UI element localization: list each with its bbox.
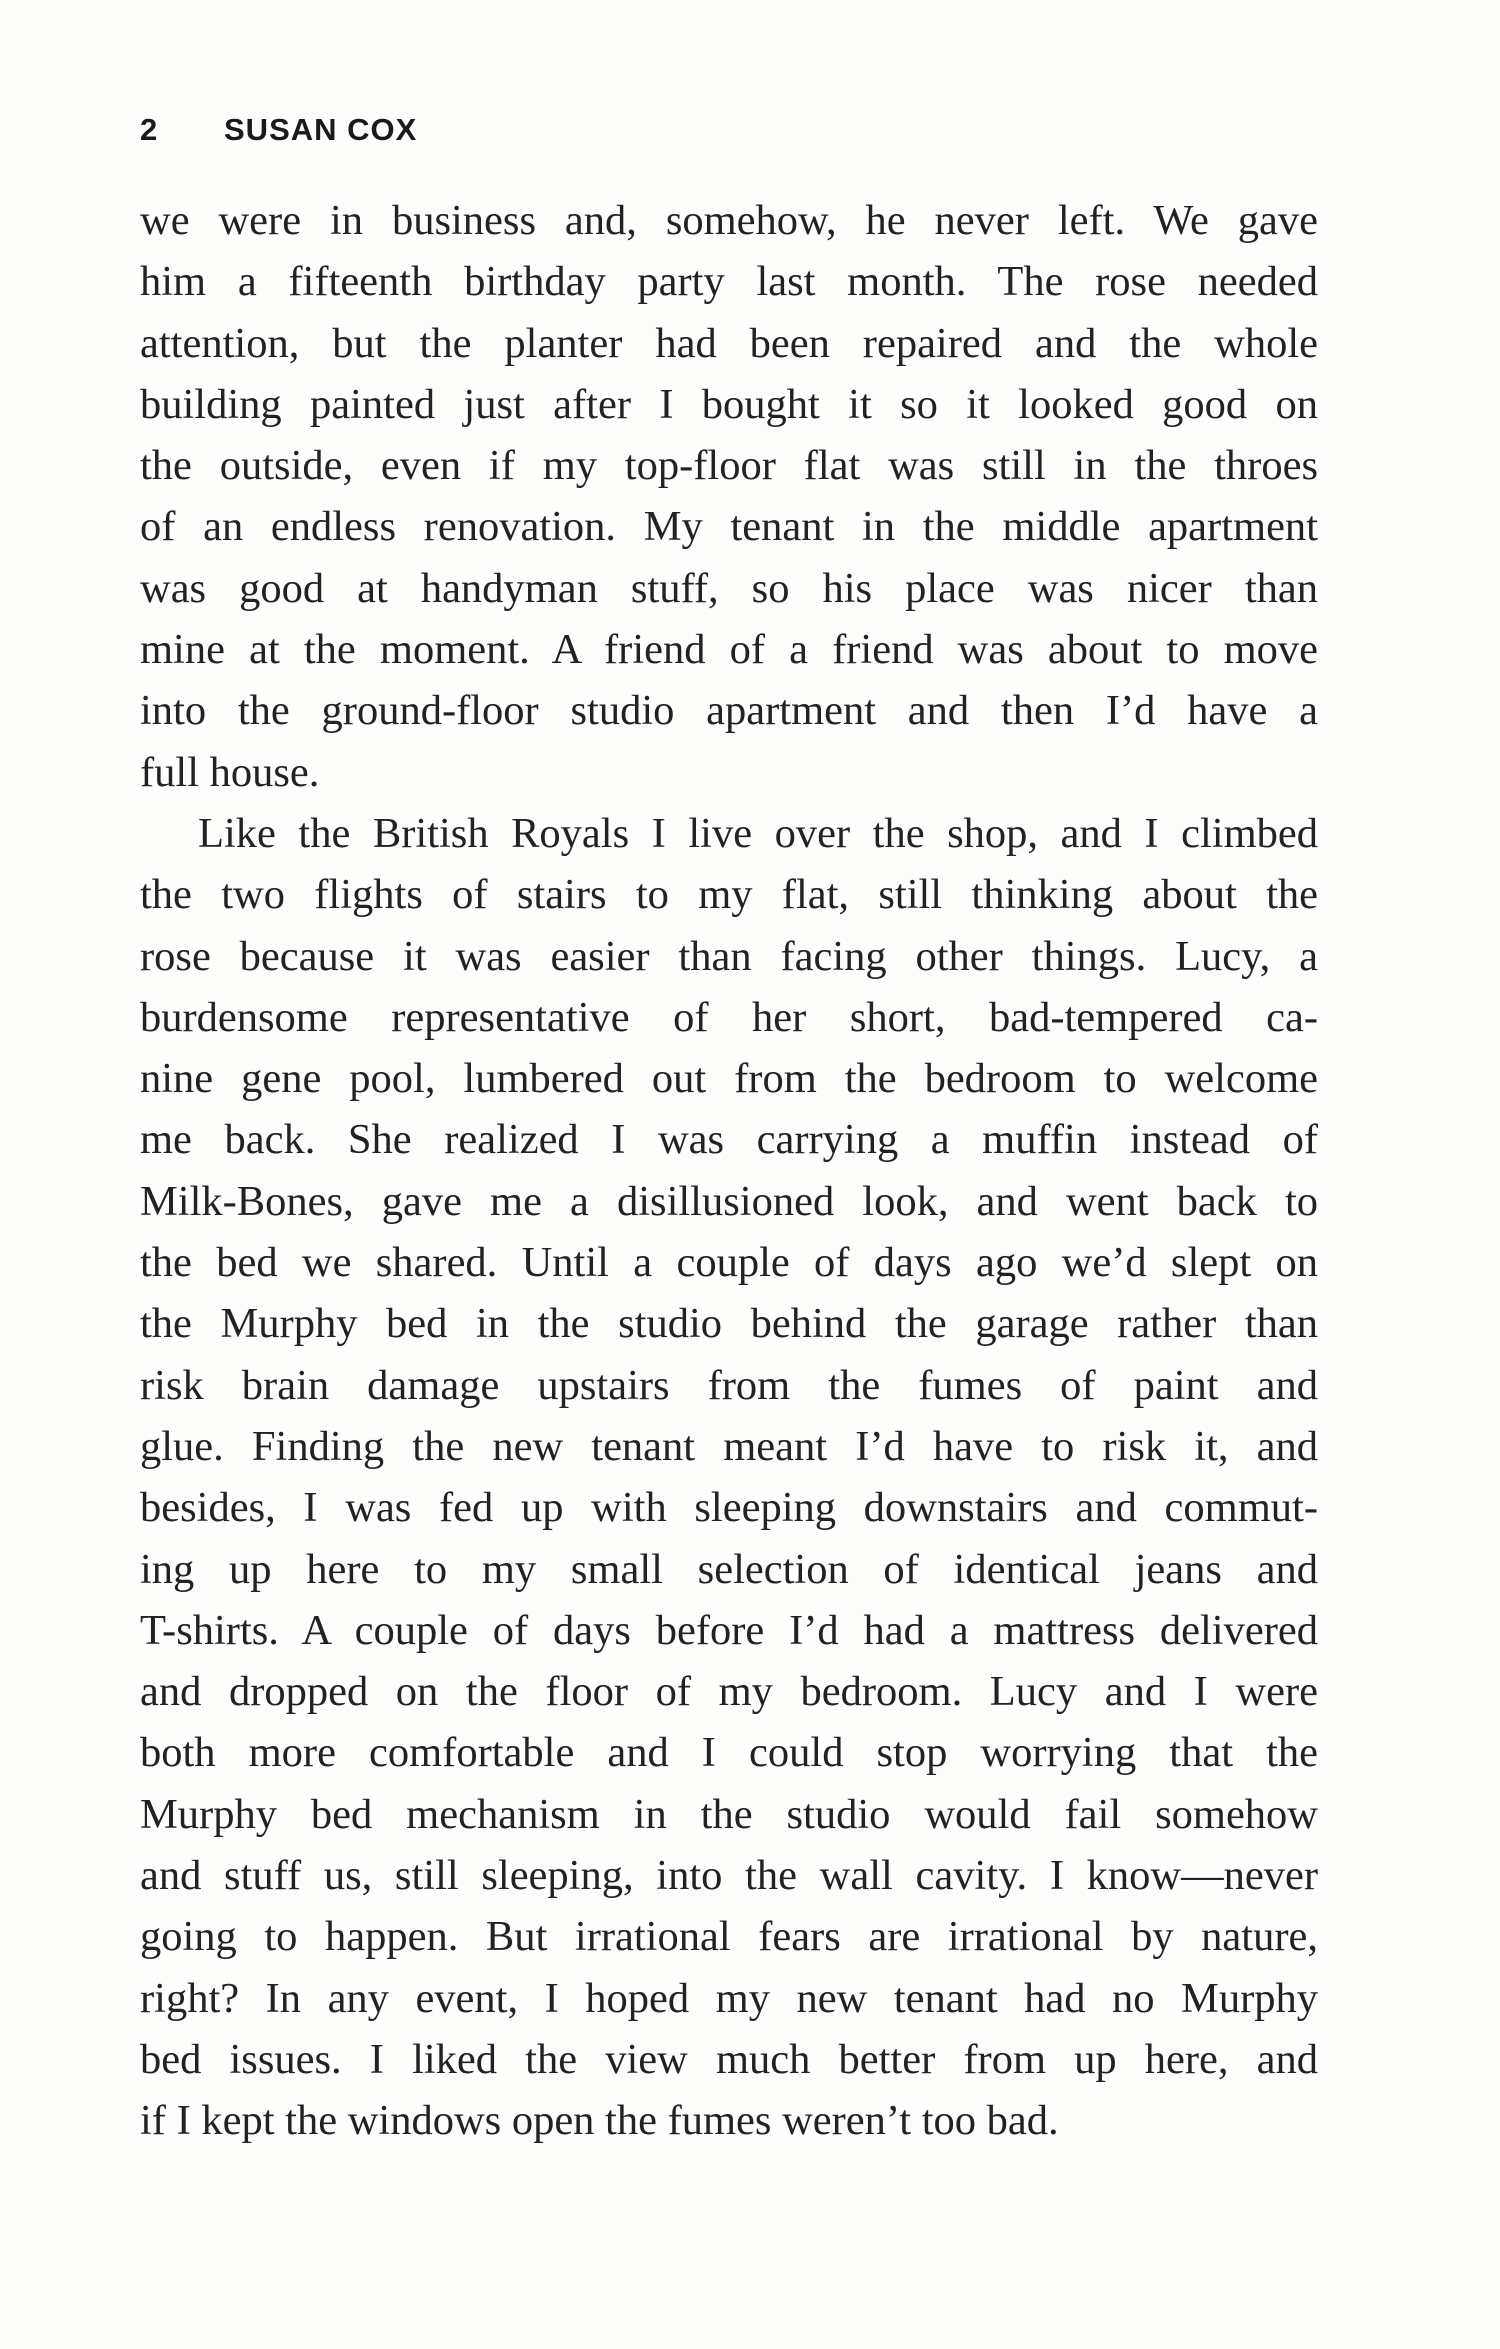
text-line: we were in business and, somehow, he never left. We gave bbox=[140, 197, 1318, 244]
text-line: the bed we shared. Until a couple of days ago we’d slept on bbox=[140, 1239, 1318, 1287]
text-line: burdensome representative of her short, bad-tempered ca- bbox=[140, 993, 1318, 1041]
text-line: me back. She realized I was carrying a muffin instead of bbox=[140, 1116, 1318, 1164]
running-head-author: SUSAN COX bbox=[224, 112, 418, 147]
text-line: going to happen. But irrational fears are irrational by nature, bbox=[140, 1913, 1318, 1961]
page-number: 2 bbox=[140, 112, 159, 147]
text-line: T-shirts. A couple of days before I’d had a mattress delivered bbox=[140, 1606, 1318, 1654]
body-text bbox=[140, 190, 1318, 2152]
text-line: both more comfortable and I could stop worrying that the bbox=[140, 1729, 1318, 1777]
text-line: besides, I was fed up with sleeping downstairs and commut- bbox=[140, 1484, 1318, 1532]
text-line: right? In any event, I hoped my new tenant had no Murphy bbox=[140, 1974, 1318, 2022]
text-line: the two flights of stairs to my flat, still thinking about the bbox=[140, 871, 1318, 919]
text-line: Milk-Bones, gave me a disillusioned look, and went back to bbox=[140, 1177, 1318, 1225]
text-line: was good at handyman stuff, so his place was nicer than bbox=[140, 564, 1318, 612]
text-line: if I kept the windows open the fumes weren’t too bad. bbox=[140, 2097, 1059, 2145]
text-line: mine at the moment. A friend of a friend was about to move bbox=[140, 626, 1318, 674]
text-line: and stuff us, still sleeping, into the wall cavity. I know—never bbox=[140, 1852, 1318, 1900]
text-line: the outside, even if my top-floor flat was still in the throes bbox=[140, 442, 1318, 490]
text-line: nine gene pool, lumbered out from the bedroom to welcome bbox=[140, 1055, 1318, 1103]
text-line: full house. bbox=[140, 748, 320, 796]
running-head bbox=[140, 108, 417, 152]
text-line: him a fifteenth birthday party last month. The rose needed bbox=[140, 258, 1318, 306]
text-line: the Murphy bed in the studio behind the garage rather than bbox=[140, 1300, 1318, 1348]
text-line: into the ground-floor studio apartment and then I’d have a bbox=[140, 687, 1318, 735]
text-line: glue. Finding the new tenant meant I’d have to risk it, and bbox=[140, 1422, 1318, 1470]
text-line: attention, but the planter had been repaired and the whole bbox=[140, 319, 1318, 367]
text-line: and dropped on the floor of my bedroom. Lucy and I were bbox=[140, 1668, 1318, 1716]
text-line: Like the British Royals I live over the shop, and I climbed bbox=[198, 809, 1318, 857]
text-line: Murphy bed mechanism in the studio would fail somehow bbox=[140, 1790, 1318, 1838]
text-line: ing up here to my small selection of identical jeans and bbox=[140, 1545, 1318, 1593]
text-line: building painted just after I bought it so it looked good on bbox=[140, 380, 1318, 428]
text-line: of an endless renovation. My tenant in the middle apartment bbox=[140, 503, 1318, 551]
text-line: rose because it was easier than facing other things. Lucy, a bbox=[140, 932, 1318, 980]
text-line: risk brain damage upstairs from the fumes of paint and bbox=[140, 1361, 1318, 1409]
text-line: bed issues. I liked the view much better from up here, and bbox=[140, 2035, 1318, 2083]
